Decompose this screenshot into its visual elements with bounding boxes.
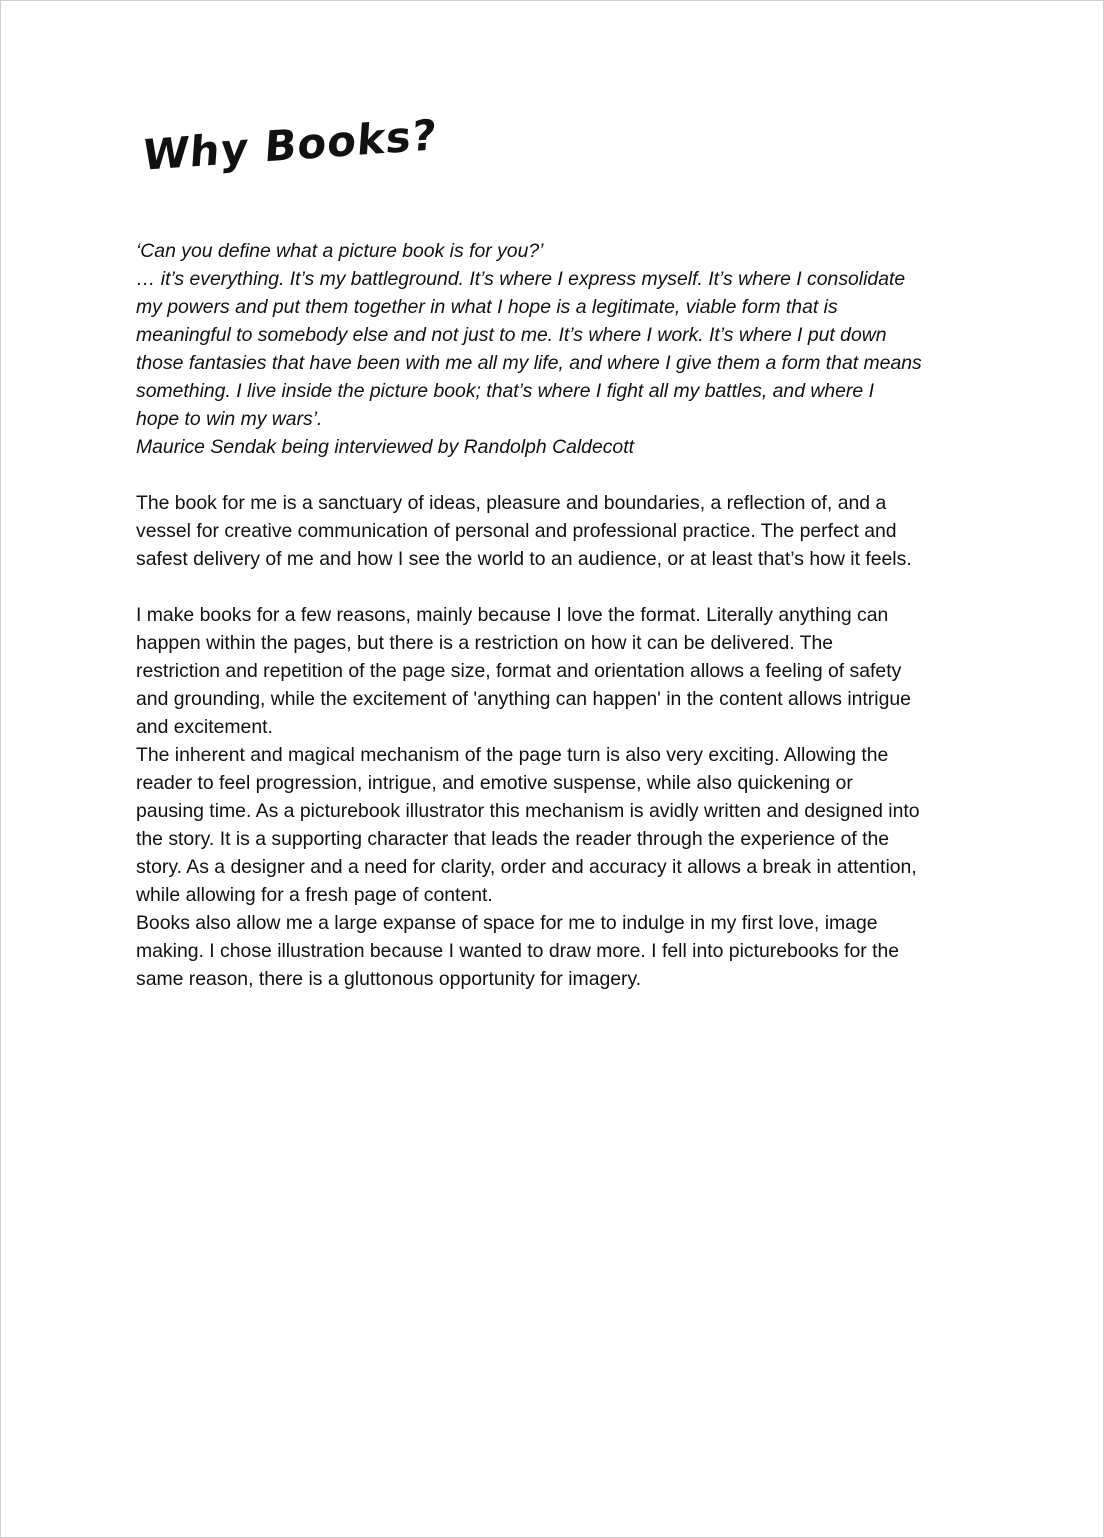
paragraph-line: restriction and repetition of the page size, format and orientation allows a feeling of safety — [136, 660, 902, 682]
paragraph-1 — [136, 489, 986, 573]
paragraph-line: same reason, there is a gluttonous opportunity for imagery. — [136, 968, 642, 990]
paragraph-line: and grounding, while the excitement of 'anything can happen' in the content allows intrigue — [136, 688, 911, 710]
paragraph-line: making. I chose illustration because I wanted to draw more. I fell into picturebooks for the — [136, 940, 900, 962]
paragraph-gap — [136, 573, 986, 601]
page-title: Why Books? — [141, 110, 439, 180]
paragraph-line: Books also allow me a large expanse of space for me to indulge in my first love, image — [136, 912, 878, 934]
quote-line: … it’s everything. It’s my battleground. It’s where I express myself. It’s where I consolidate — [136, 268, 906, 290]
quote-attribution: Maurice Sendak being interviewed by Randolph Caldecott — [136, 436, 634, 458]
paragraph-line: story. As a designer and a need for clarity, order and accuracy it allows a break in attention, — [136, 856, 917, 878]
paragraph-2 — [136, 601, 986, 993]
quote-block — [136, 237, 986, 461]
paragraph-line: safest delivery of me and how I see the world to an audience, or at least that’s how it feels. — [136, 548, 912, 570]
paragraph-line: the story. It is a supporting character that leads the reader through the experience of the — [136, 828, 890, 850]
quote-line: something. I live inside the picture book; that’s where I fight all my battles, and where I — [136, 380, 874, 402]
paragraph-line: The book for me is a sanctuary of ideas, pleasure and boundaries, a reflection of, and a — [136, 492, 887, 514]
paragraph-line: vessel for creative communication of personal and professional practice. The perfect and — [136, 520, 897, 542]
quote-line: hope to win my wars’. — [136, 408, 323, 430]
paragraph-line: while allowing for a fresh page of content. — [136, 884, 493, 906]
body-text — [136, 237, 986, 993]
paragraph-line: happen within the pages, but there is a restriction on how it can be delivered. The — [136, 632, 834, 654]
paragraph-line: reader to feel progression, intrigue, and emotive suspense, while also quickening or — [136, 772, 853, 794]
quote-line: my powers and put them together in what I hope is a legitimate, viable form that is — [136, 296, 838, 318]
paragraph-line: The inherent and magical mechanism of the page turn is also very exciting. Allowing the — [136, 744, 889, 766]
paragraph-line: I make books for a few reasons, mainly because I love the format. Literally anything can — [136, 604, 889, 626]
quote-line: those fantasies that have been with me all my life, and where I give them a form that means — [136, 352, 922, 374]
quote-line: meaningful to somebody else and not just to me. It’s where I work. It’s where I put down — [136, 324, 887, 346]
paragraph-line: pausing time. As a picturebook illustrator this mechanism is avidly written and designed into — [136, 800, 920, 822]
quote-line: ‘Can you define what a picture book is for you?’ — [136, 240, 544, 262]
paragraph-line: and excitement. — [136, 716, 273, 738]
paragraph-gap — [136, 461, 986, 489]
